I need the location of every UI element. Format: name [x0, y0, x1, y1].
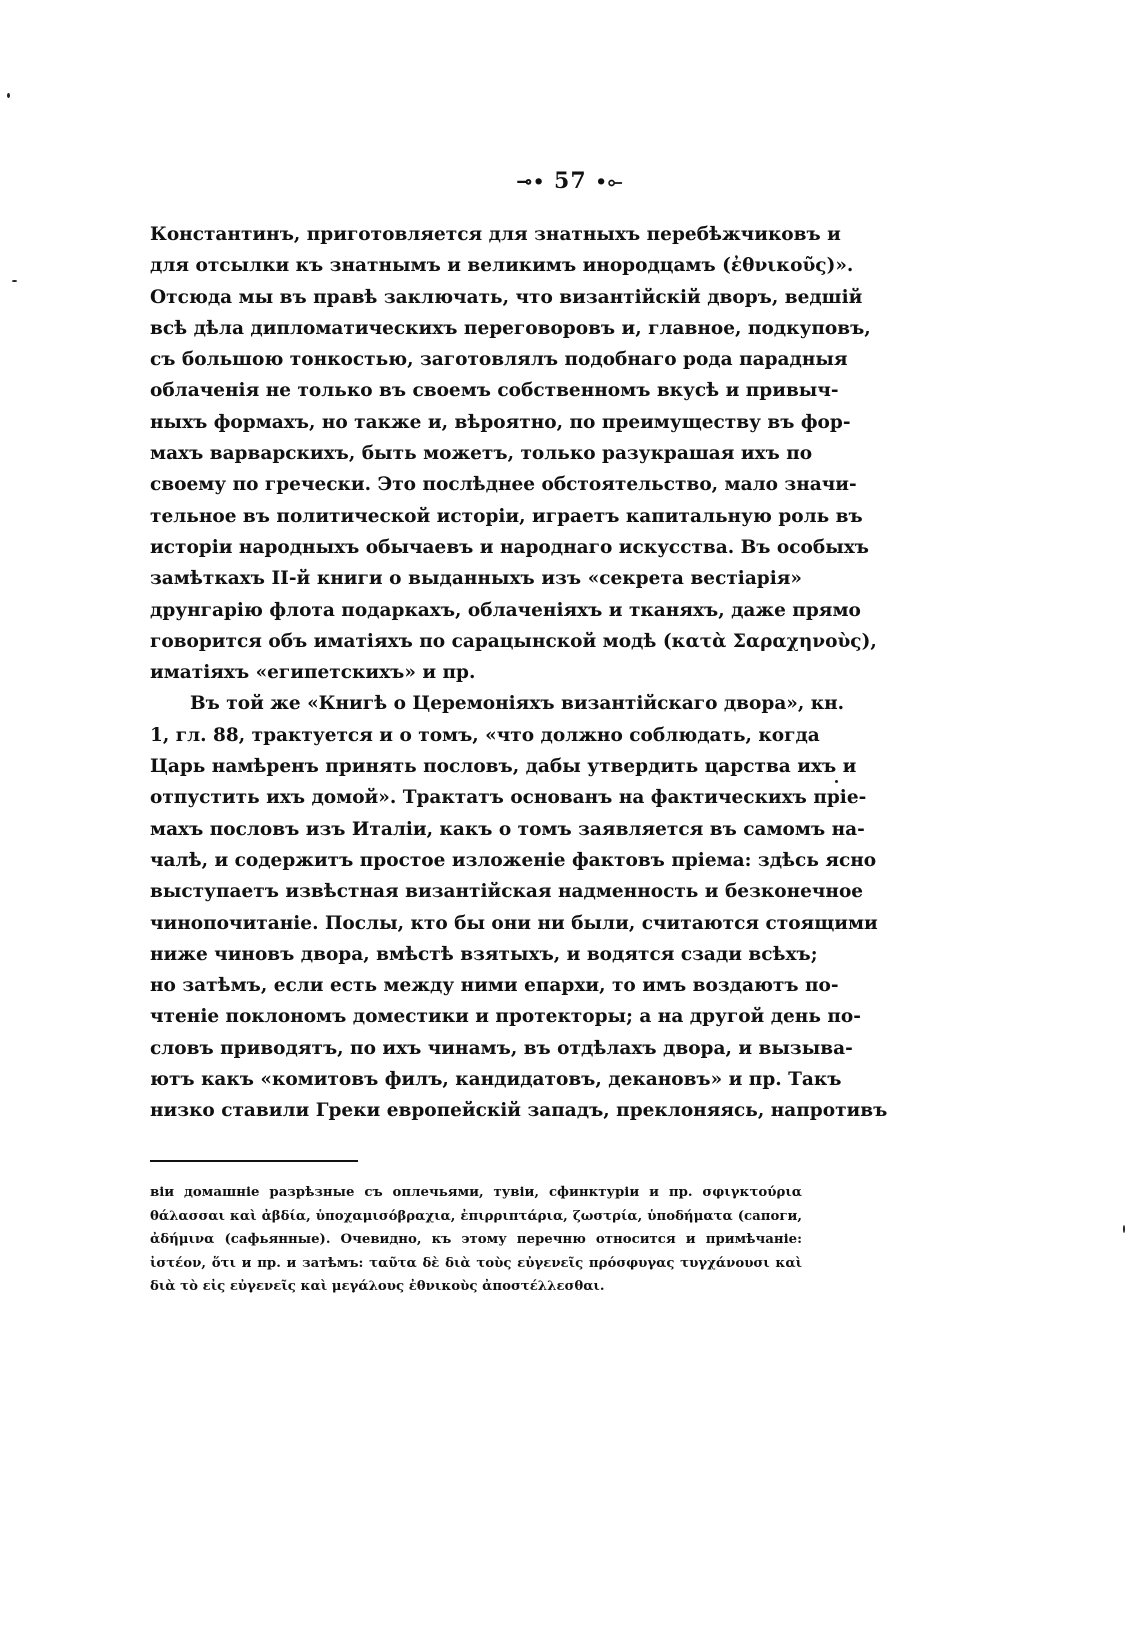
text-line: Царь намѣренъ принять пословъ, дабы утвердить царства ихъ и — [150, 756, 857, 778]
text-line: ныхъ формахъ, но также и, вѣроятно, по преимуществу въ фор- — [150, 411, 851, 433]
footnote-line: θάλασσαι καὶ ἀβδία, ὑποχαμισόβραχια, ἐπιρριπτάρια, ζωστρία, ὑποδήματα (сапоги, — [150, 1208, 802, 1224]
footnote-line: ἰστέον, ὅτι и пр. и затѣмъ: ταῦτα δὲ διὰ τοὺς εὐγενεῖς πρόσφυγας τυγχάνουσι καὶ — [150, 1255, 802, 1271]
scan-speck — [1123, 1225, 1125, 1233]
page-number — [0, 168, 1140, 194]
text-line: друнгарію флота подаркахъ, облаченіяхъ и тканяхъ, даже прямо — [150, 599, 861, 621]
text-line: своему по гречески. Это послѣднее обстоятельство, мало значи- — [150, 474, 857, 496]
paragraph-end-line: иматіяхъ «египетскихъ» и пр. — [150, 662, 476, 684]
text-line: ниже чиновъ двора, вмѣстѣ взятыхъ, и водятся сзади всѣхъ; — [150, 943, 818, 965]
text-line: чтеніе поклономъ доместики и протекторы; а на другой день по- — [150, 1006, 861, 1028]
text-line: низко ставили Греки европейскій западъ, преклоняясь, напротивъ — [150, 1100, 888, 1122]
footnote-line: ἀδήμινα (сафьянные). Очевидно, къ этому перечню относится и примѣчаніе: — [150, 1232, 802, 1247]
text-line: замѣткахъ II-й книги о выданныхъ изъ «секрета вестіарія» — [150, 568, 802, 590]
scan-speck — [7, 93, 10, 98]
footnote-line: віи домашніе разрѣзные съ оплечьями, тувіи, сфинктуріи и пр. σφιγκτούρια — [150, 1185, 802, 1200]
text-line: выступаетъ извѣстная византійская надменность и безконечное — [150, 881, 864, 903]
footnote — [150, 1181, 802, 1299]
text-line: исторіи народныхъ обычаевъ и народнаго искусства. Въ особыхъ — [150, 536, 869, 558]
text-line: тельное въ политической исторіи, играетъ капитальную роль въ — [150, 505, 863, 527]
text-line: чалѣ, и содержитъ простое изложеніе фактовъ пріема: здѣсь ясно — [150, 849, 877, 871]
text-line: всѣ дѣла дипломатическихъ переговоровъ и, главное, подкуповъ, — [150, 317, 871, 339]
paragraph-start-line: Въ той же «Книгѣ о Церемоніяхъ византійскаго двора», кн. — [190, 693, 845, 715]
page-number-value: 57 — [554, 168, 587, 194]
text-line: говорится объ иматіяхъ по сарацынской модѣ (κατὰ Σαραχηνοὺς), — [150, 630, 877, 652]
text-line: съ большою тонкостью, заготовлялъ подобнаго рода парадныя — [150, 349, 848, 371]
text-line: для отсылки къ знатнымъ и великимъ инородцамъ (ἐθνικοῦς)». — [150, 255, 854, 277]
scan-speck — [12, 280, 17, 282]
scan-speck — [835, 780, 838, 783]
footnote-divider — [150, 1160, 358, 1162]
footnote-line: διὰ τὸ εἰς εὐγενεῖς καὶ μεγάλους ἐθνικοὺς ἀποστέλλεσθαι. — [150, 1279, 605, 1294]
text-line: но затѣмъ, если есть между ними епархи, то имъ воздаютъ по- — [150, 975, 839, 997]
page-number-ornament-left: ⊸• — [516, 171, 546, 193]
text-line: 1, гл. 88, трактуется и о томъ, «что должно соблюдать, когда — [150, 724, 820, 746]
main-text — [150, 219, 888, 1127]
text-line: Отсюда мы въ правѣ заключать, что византійскій дворъ, ведшій — [150, 286, 863, 308]
text-line: словъ приводятъ, по ихъ чинамъ, въ отдѣлахъ двора, и вызыва- — [150, 1037, 853, 1059]
text-line: облаченія не только въ своемъ собственномъ вкусѣ и привыч- — [150, 380, 839, 402]
text-line: отпустить ихъ домой». Трактатъ основанъ на фактическихъ пріе- — [150, 787, 867, 809]
text-line: чинопочитаніе. Послы, кто бы они ни были, считаются стоящими — [150, 912, 878, 934]
text-line: махъ варварскихъ, быть можетъ, только разукрашая ихъ по — [150, 443, 813, 465]
text-line: Константинъ, приготовляется для знатныхъ перебѣжчиковъ и — [150, 224, 841, 245]
page-number-ornament-right: •⟜ — [595, 171, 624, 193]
text-line: махъ пословъ изъ Италіи, какъ о томъ заявляется въ самомъ на- — [150, 818, 865, 840]
text-line: ютъ какъ «комитовъ филъ, кандидатовъ, декановъ» и пр. Такъ — [150, 1069, 842, 1091]
